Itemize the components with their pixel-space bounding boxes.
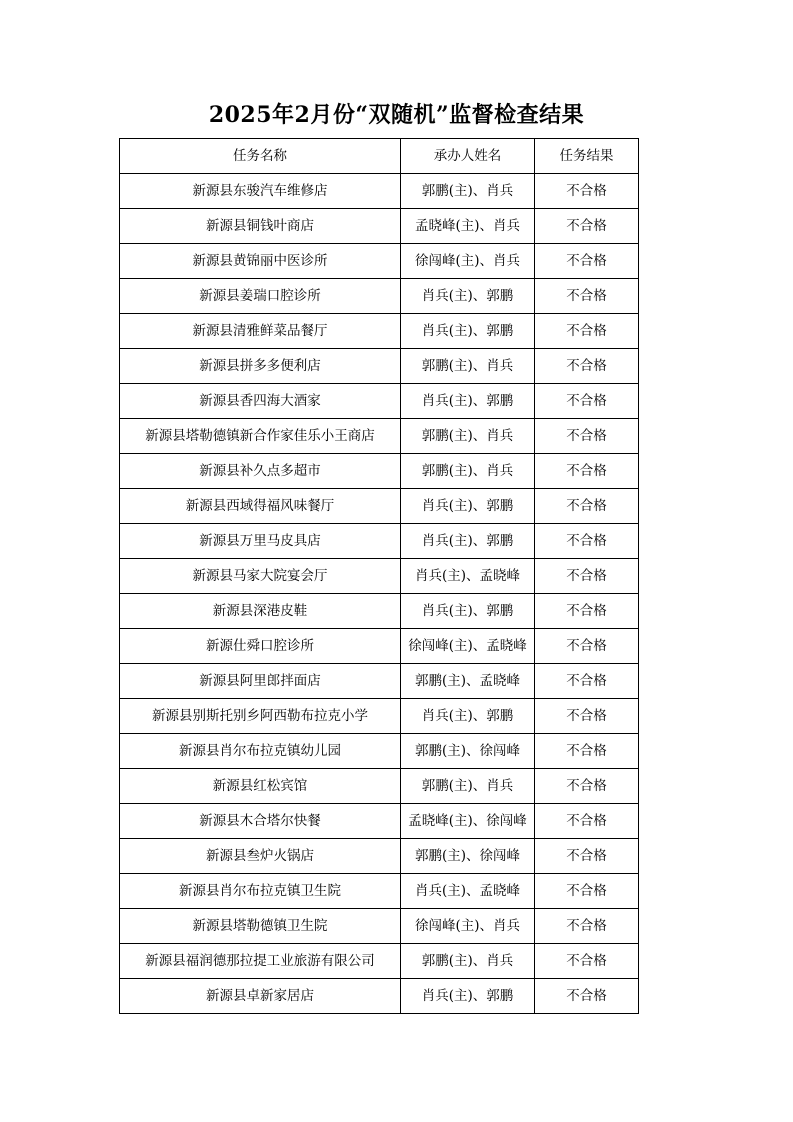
header-task-result: 任务结果 <box>535 139 639 174</box>
table-row <box>120 944 639 979</box>
header-task-name: 任务名称 <box>120 139 401 174</box>
cell-task-result: 不合格 <box>535 559 639 594</box>
cell-handler-name: 郭鹏(主)、孟晓峰 <box>401 664 535 699</box>
cell-handler-name: 郭鹏(主)、肖兵 <box>401 769 535 804</box>
table-row <box>120 454 639 489</box>
table-body <box>120 174 639 1014</box>
cell-task-result: 不合格 <box>535 699 639 734</box>
cell-task-name: 新源县别斯托别乡阿西勒布拉克小学 <box>120 699 401 734</box>
cell-task-name: 新源县补久点多超市 <box>120 454 401 489</box>
cell-handler-name: 肖兵(主)、郭鹏 <box>401 594 535 629</box>
cell-task-name: 新源县红松宾馆 <box>120 769 401 804</box>
cell-handler-name: 徐闯峰(主)、孟晓峰 <box>401 629 535 664</box>
cell-task-result: 不合格 <box>535 454 639 489</box>
cell-task-name: 新源县万里马皮具店 <box>120 524 401 559</box>
cell-task-name: 新源县木合塔尔快餐 <box>120 804 401 839</box>
cell-task-result: 不合格 <box>535 279 639 314</box>
table-row <box>120 314 639 349</box>
cell-task-result: 不合格 <box>535 839 639 874</box>
cell-handler-name: 郭鹏(主)、肖兵 <box>401 454 535 489</box>
cell-task-name: 新源县拼多多便利店 <box>120 349 401 384</box>
table-row <box>120 629 639 664</box>
cell-task-name: 新源县西域得福风味餐厅 <box>120 489 401 524</box>
cell-task-name: 新源县卓新家居店 <box>120 979 401 1014</box>
cell-task-result: 不合格 <box>535 594 639 629</box>
cell-handler-name: 徐闯峰(主)、肖兵 <box>401 244 535 279</box>
cell-handler-name: 郭鹏(主)、肖兵 <box>401 174 535 209</box>
cell-handler-name: 徐闯峰(主)、肖兵 <box>401 909 535 944</box>
cell-task-result: 不合格 <box>535 629 639 664</box>
cell-handler-name: 孟晓峰(主)、徐闯峰 <box>401 804 535 839</box>
table-row <box>120 174 639 209</box>
cell-task-name: 新源县铜钱叶商店 <box>120 209 401 244</box>
cell-task-name: 新源县福润德那拉提工业旅游有限公司 <box>120 944 401 979</box>
cell-task-name: 新源县黄锦丽中医诊所 <box>120 244 401 279</box>
table-row <box>120 699 639 734</box>
cell-task-name: 新源县深港皮鞋 <box>120 594 401 629</box>
cell-handler-name: 肖兵(主)、孟晓峰 <box>401 874 535 909</box>
cell-task-result: 不合格 <box>535 734 639 769</box>
table-row <box>120 244 639 279</box>
cell-task-result: 不合格 <box>535 209 639 244</box>
table-row <box>120 874 639 909</box>
cell-handler-name: 肖兵(主)、郭鹏 <box>401 384 535 419</box>
table-row <box>120 594 639 629</box>
cell-handler-name: 肖兵(主)、郭鹏 <box>401 979 535 1014</box>
cell-handler-name: 肖兵(主)、郭鹏 <box>401 524 535 559</box>
cell-task-name: 新源县肖尔布拉克镇幼儿园 <box>120 734 401 769</box>
table-row <box>120 839 639 874</box>
table-row <box>120 209 639 244</box>
table-row <box>120 769 639 804</box>
table-row <box>120 524 639 559</box>
cell-task-result: 不合格 <box>535 769 639 804</box>
cell-task-result: 不合格 <box>535 349 639 384</box>
cell-handler-name: 郭鹏(主)、徐闯峰 <box>401 734 535 769</box>
cell-task-name: 新源县马家大院宴会厅 <box>120 559 401 594</box>
cell-task-name: 新源县叁炉火锅店 <box>120 839 401 874</box>
cell-task-result: 不合格 <box>535 174 639 209</box>
cell-handler-name: 肖兵(主)、郭鹏 <box>401 489 535 524</box>
cell-handler-name: 郭鹏(主)、肖兵 <box>401 349 535 384</box>
cell-task-result: 不合格 <box>535 384 639 419</box>
inspection-results-table <box>119 138 639 1014</box>
table-row <box>120 279 639 314</box>
cell-task-result: 不合格 <box>535 979 639 1014</box>
table-row <box>120 909 639 944</box>
cell-task-name: 新源县塔勒德镇卫生院 <box>120 909 401 944</box>
table-row <box>120 979 639 1014</box>
cell-handler-name: 郭鹏(主)、肖兵 <box>401 419 535 454</box>
table-row <box>120 804 639 839</box>
cell-handler-name: 郭鹏(主)、肖兵 <box>401 944 535 979</box>
cell-task-name: 新源县清雅鲜菜品餐厅 <box>120 314 401 349</box>
table-row <box>120 349 639 384</box>
cell-handler-name: 肖兵(主)、郭鹏 <box>401 699 535 734</box>
table-row <box>120 419 639 454</box>
cell-task-result: 不合格 <box>535 244 639 279</box>
cell-task-result: 不合格 <box>535 419 639 454</box>
header-handler-name: 承办人姓名 <box>401 139 535 174</box>
table-row <box>120 384 639 419</box>
cell-task-name: 新源县阿里郎拌面店 <box>120 664 401 699</box>
cell-task-result: 不合格 <box>535 524 639 559</box>
cell-task-name: 新源仕舜口腔诊所 <box>120 629 401 664</box>
cell-task-result: 不合格 <box>535 944 639 979</box>
cell-task-name: 新源县肖尔布拉克镇卫生院 <box>120 874 401 909</box>
cell-handler-name: 肖兵(主)、郭鹏 <box>401 314 535 349</box>
cell-handler-name: 肖兵(主)、郭鹏 <box>401 279 535 314</box>
cell-task-result: 不合格 <box>535 804 639 839</box>
table-row <box>120 559 639 594</box>
cell-task-result: 不合格 <box>535 664 639 699</box>
cell-task-name: 新源县姜瑞口腔诊所 <box>120 279 401 314</box>
table-header-row <box>120 139 639 174</box>
table-row <box>120 489 639 524</box>
cell-task-result: 不合格 <box>535 909 639 944</box>
page-title: 2025年2月份“双随机”监督检查结果 <box>208 102 585 128</box>
cell-task-result: 不合格 <box>535 489 639 524</box>
cell-handler-name: 孟晓峰(主)、肖兵 <box>401 209 535 244</box>
cell-task-result: 不合格 <box>535 314 639 349</box>
table-row <box>120 664 639 699</box>
table-row <box>120 734 639 769</box>
cell-task-name: 新源县香四海大酒家 <box>120 384 401 419</box>
cell-handler-name: 郭鹏(主)、徐闯峰 <box>401 839 535 874</box>
cell-task-name: 新源县东骏汽车维修店 <box>120 174 401 209</box>
cell-task-name: 新源县塔勒德镇新合作家佳乐小王商店 <box>120 419 401 454</box>
cell-handler-name: 肖兵(主)、孟晓峰 <box>401 559 535 594</box>
cell-task-result: 不合格 <box>535 874 639 909</box>
